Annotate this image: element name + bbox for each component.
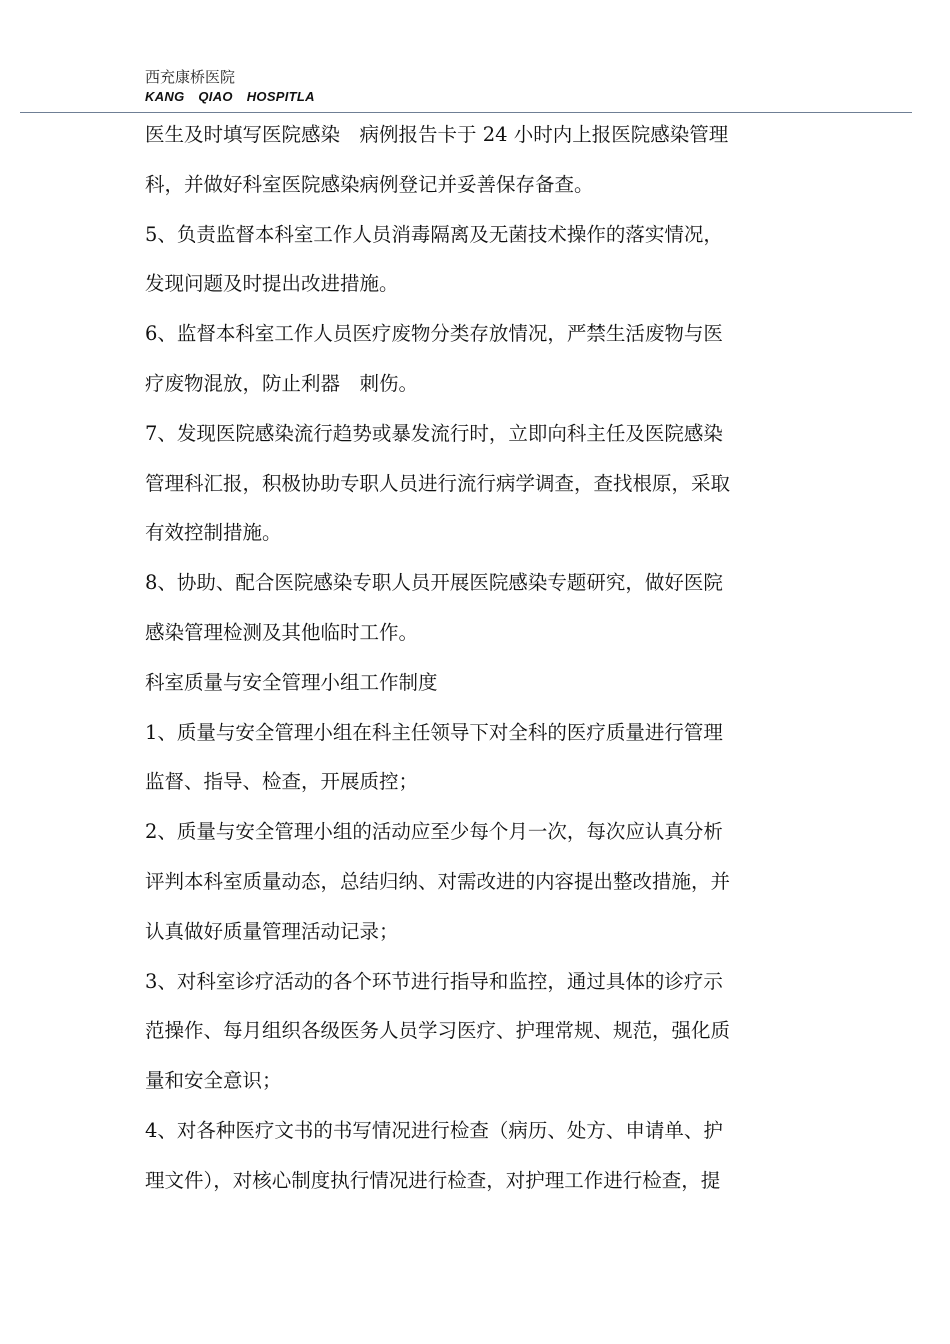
body-line: 6、监督本科室工作人员医疗废物分类存放情况，严禁生活废物与医	[145, 322, 723, 346]
body-line: 管理科汇报，积极协助专职人员进行流行病学调查，查找根原，采取	[145, 471, 731, 495]
body-line: 发现问题及时提出改进措施。	[145, 272, 399, 296]
hospital-name-chinese: 西充康桥医院	[145, 68, 236, 86]
body-line: 2、质量与安全管理小组的活动应至少每个月一次，每次应认真分析	[145, 820, 723, 844]
body-line: 范操作、每月组织各级医务人员学习医疗、护理常规、规范，强化质	[145, 1019, 731, 1043]
document-body	[145, 116, 810, 1212]
page-header	[145, 66, 845, 106]
body-line: 7、发现医院感染流行趋势或暴发流行时，立即向科主任及医院感染	[145, 421, 723, 445]
body-line: 监督、指导、检查，开展质控；	[145, 770, 419, 794]
body-line: 评判本科室质量动态，总结归纳、对需改进的内容提出整改措施，并	[145, 869, 731, 893]
body-line: 医生及时填写医院感染 病例报告卡于 24 小时内上报医院感染管理	[145, 123, 729, 146]
hospital-name-english: KANG QIAO HOSPITLA	[145, 89, 315, 104]
body-line: 科，并做好科室医院感染病例登记并妥善保存备查。	[145, 172, 594, 196]
body-line: 有效控制措施。	[145, 521, 282, 545]
header-divider	[20, 112, 912, 113]
body-line: 8、协助、配合医院感染专职人员开展医院感染专题研究，做好医院	[145, 571, 723, 595]
body-line: 1、质量与安全管理小组在科主任领导下对全科的医疗质量进行管理	[145, 720, 723, 744]
body-line: 4、对各种医疗文书的书写情况进行检查（病历、处方、申请单、护	[145, 1118, 723, 1142]
body-line: 5、负责监督本科室工作人员消毒隔离及无菌技术操作的落实情况，	[145, 222, 723, 246]
section-title: 科室质量与安全管理小组工作制度	[145, 670, 438, 694]
body-line: 量和安全意识；	[145, 1069, 282, 1093]
body-line: 疗废物混放，防止利器 刺伤。	[145, 371, 419, 395]
body-line: 3、对科室诊疗活动的各个环节进行指导和监控，通过具体的诊疗示	[145, 969, 723, 993]
body-line: 感染管理检测及其他临时工作。	[145, 620, 419, 644]
body-line: 理文件），对核心制度执行情况进行检查，对护理工作进行检查，提	[145, 1168, 721, 1192]
body-line: 认真做好质量管理活动记录；	[145, 919, 399, 943]
